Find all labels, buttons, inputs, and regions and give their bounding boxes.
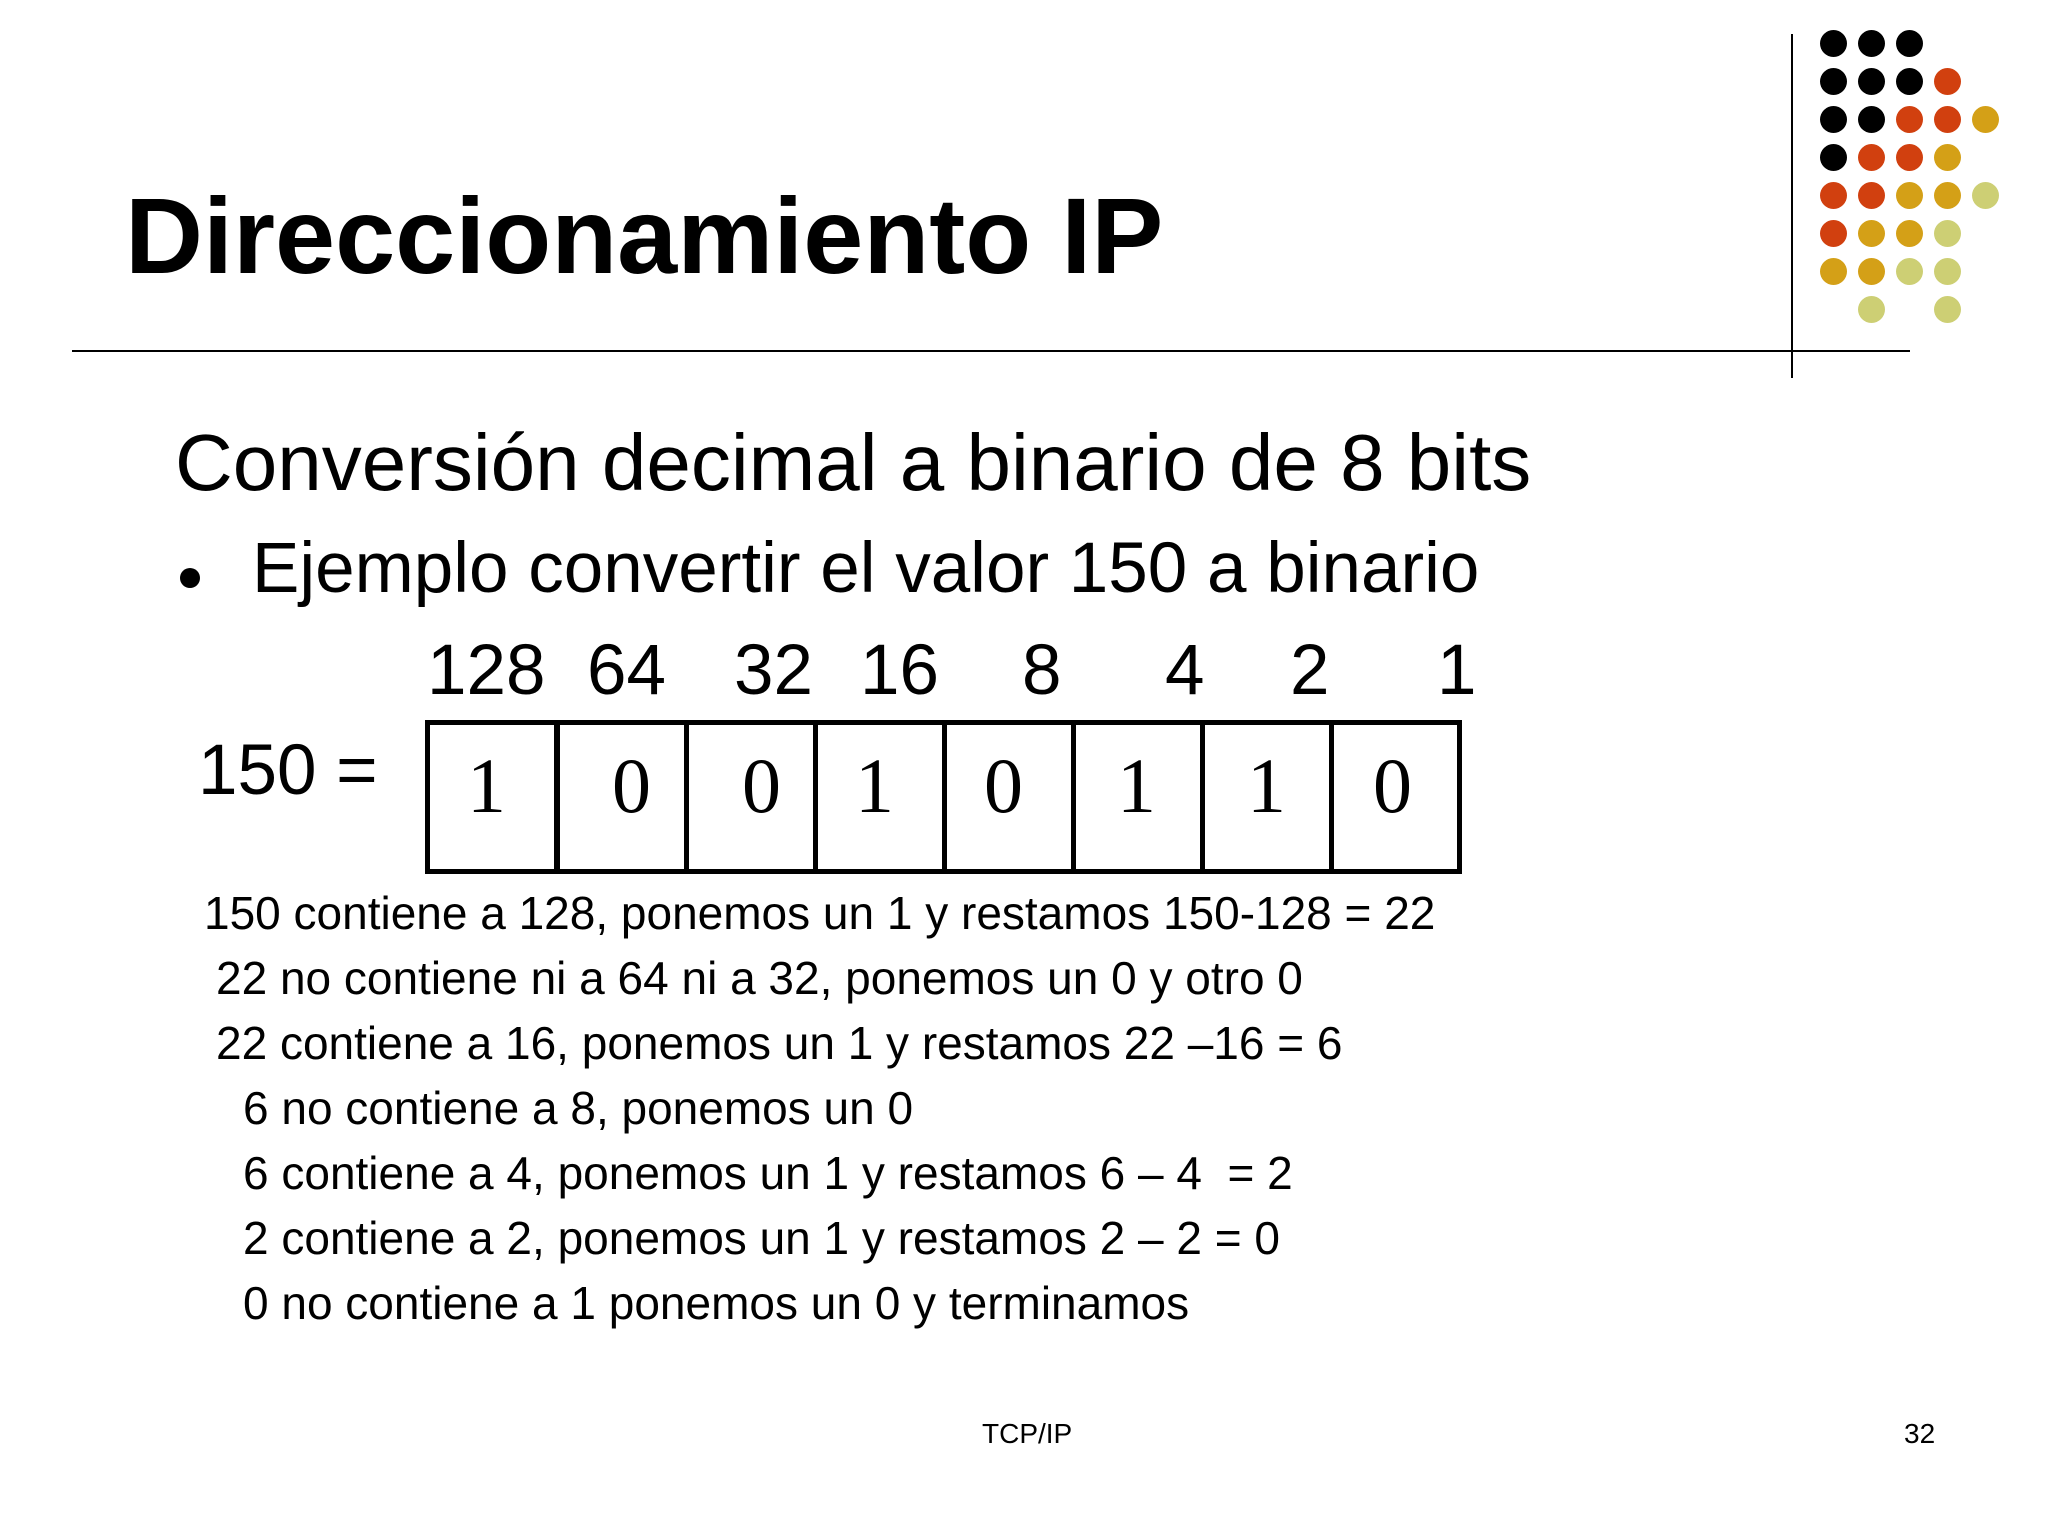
dot [1858,106,1885,133]
step-line: 6 contiene a 4, ponemos un 1 y restamos 6 – 4 = 2 [243,1147,1293,1199]
weight-64: 64 [587,631,666,710]
bullet-icon [180,568,200,588]
dot [1820,144,1847,171]
dot [1858,296,1885,323]
weight-2: 2 [1290,631,1330,710]
dot [1934,296,1961,323]
dot [1820,30,1847,57]
dot [1934,220,1961,247]
dot [1858,30,1885,57]
bit-digit: 0 [984,742,1023,829]
dot [1820,68,1847,95]
bit-digit: 0 [742,742,781,829]
step-line: 150 contiene a 128, ponemos un 1 y restamos 150-128 = 22 [204,887,1436,939]
bit-digit: 0 [1373,742,1412,829]
footer-label: TCP/IP [982,1418,1073,1449]
dot [1972,106,1999,133]
dots-decoration-icon [1820,30,2040,340]
title-divider-line [72,350,1910,352]
weight-32: 32 [734,631,813,710]
dot [1896,182,1923,209]
bit-digit: 1 [467,742,506,829]
weight-16: 16 [860,631,939,710]
dot [1972,182,1999,209]
vertical-divider-line [1791,34,1793,378]
weight-1: 1 [1437,631,1477,710]
dot [1820,258,1847,285]
dot [1934,258,1961,285]
equation-label: 150 = [198,731,378,810]
dot [1820,106,1847,133]
step-line: 22 no contiene ni a 64 ni a 32, ponemos un 0 y otro 0 [216,952,1303,1004]
weight-8: 8 [1022,631,1062,710]
bit-digit: 0 [612,742,651,829]
dot [1858,258,1885,285]
dot [1858,182,1885,209]
dot [1858,220,1885,247]
step-line: 6 no contiene a 8, ponemos un 0 [243,1082,914,1134]
dot [1820,220,1847,247]
dot [1934,144,1961,171]
bullet-text: Ejemplo convertir el valor 150 a binario [252,529,1480,608]
dot [1820,182,1847,209]
step-line: 2 contiene a 2, ponemos un 1 y restamos 2 – 2 = 0 [243,1212,1280,1264]
bit-digit: 1 [1117,742,1156,829]
dot [1896,106,1923,133]
dot [1858,68,1885,95]
subtitle: Conversión decimal a binario de 8 bits [175,418,1532,507]
weight-4: 4 [1165,631,1205,710]
bit-digit: 1 [1247,742,1286,829]
dot [1896,258,1923,285]
dot [1934,106,1961,133]
dot [1896,144,1923,171]
dot [1858,144,1885,171]
page-number: 32 [1904,1418,1936,1449]
dot [1934,182,1961,209]
step-line: 0 no contiene a 1 ponemos un 0 y terminamos [243,1277,1190,1329]
step-line: 22 contiene a 16, ponemos un 1 y restamos 22 –16 = 6 [216,1017,1343,1069]
dot [1896,68,1923,95]
dot [1896,220,1923,247]
slide-title: Direccionamiento IP [125,175,1164,296]
bit-digit: 1 [855,742,894,829]
dot [1934,68,1961,95]
dot [1896,30,1923,57]
weight-128: 128 [427,631,546,710]
